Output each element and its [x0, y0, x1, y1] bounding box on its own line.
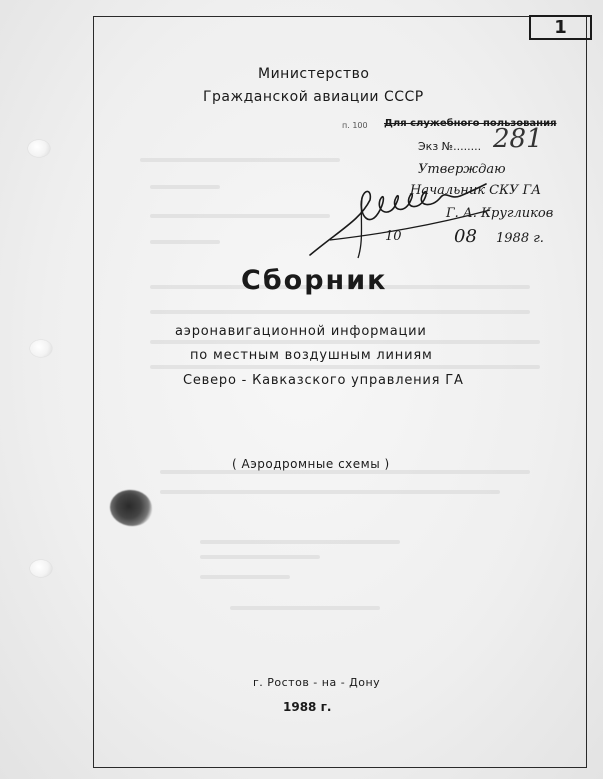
approval-label: Утверждаю — [418, 162, 506, 177]
ink-stain — [110, 490, 152, 526]
copy-prefix: п. 100 — [342, 121, 368, 130]
document-note: ( Аэродромные схемы ) — [232, 457, 390, 471]
subtitle-line-1: аэронавигационной информации — [175, 324, 427, 339]
ministry-line-2: Гражданской авиации СССР — [203, 89, 424, 105]
punch-hole — [28, 140, 50, 157]
copy-number: 281 — [493, 124, 543, 154]
footer-year: 1988 г. — [283, 700, 332, 714]
subtitle-line-2: по местным воздушным линиям — [190, 348, 433, 363]
signature — [300, 170, 500, 270]
approval-date-month: 08 — [454, 226, 477, 247]
approval-date-day: 10 — [385, 229, 402, 244]
copy-number-label: Экз №........ — [418, 140, 482, 153]
approval-position: Начальник СКУ ГА — [410, 183, 542, 198]
ministry-line-1: Министерство — [258, 66, 370, 82]
punch-hole — [30, 340, 52, 357]
sheet-number: 1 — [529, 15, 592, 40]
document-title: Сборник — [241, 265, 388, 296]
approval-name: Г. А. Кругликов — [446, 206, 554, 221]
approval-date-year: 1988 г. — [496, 231, 544, 246]
punch-hole — [30, 560, 52, 577]
subtitle-line-3: Северо - Кавказского управления ГА — [183, 373, 464, 388]
footer-city: г. Ростов - на - Дону — [253, 676, 381, 689]
classification-label: Для служебного пользования — [384, 118, 557, 129]
